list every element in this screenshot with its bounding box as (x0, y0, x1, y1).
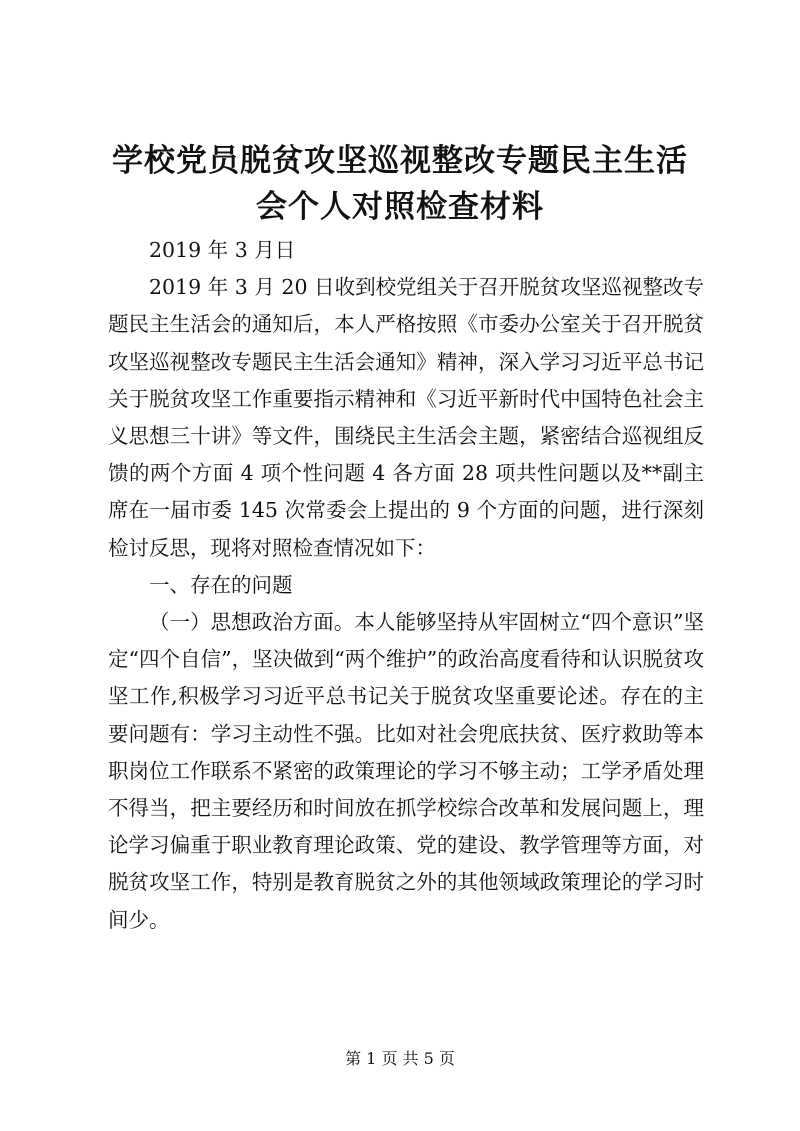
section-heading: 一、存在的问题 (149, 572, 293, 597)
page-footer: 第 1 页 共 5 页 (345, 1049, 455, 1068)
document-title: 学校党员脱贫攻坚巡视整改专题民主生活会个人对照检查材料 (112, 143, 688, 225)
date-line: 2019 年 3 月日 (149, 238, 296, 262)
document-body (108, 232, 704, 939)
intro-paragraph: 2019 年 3 月 20 日收到校党组关于召开脱贫攻坚巡视整改专题民主生活会的通知后，本人严格按照《市委办公室关于召开脱贫攻坚巡视整改专题民主生活会通知》精神，深入学习习近平总书记关于脱贫攻坚工作重要指示精神和《习近平新时代中国特色社会主义思想三十讲》等文件，围绕民主生活会主题，紧密结合巡视组反馈的两个方面 4 项个性问题 4 各方面 28 项共性问题以及**副主席在一届市委 145 次常委会上提出的 9 个方面的问题，进行深刻检讨反思，现将对照检查情况如下： (108, 275, 704, 560)
section-paragraph: （一）思想政治方面。本人能够坚持从牢固树立“四个意识”坚定“四个自信”，坚决做到“两个维护”的政治高度看待和认识脱贫攻坚工作,积极学习习近平总书记关于脱贫攻坚重要论述。存在的主要问题有：学习主动性不强。比如对社会兜底扶贫、医疗救助等本职岗位工作联系不紧密的政策理论的学习不够主动；工学矛盾处理不得当，把主要经历和时间放在抓学校综合改革和发展问题上，理论学习偏重于职业教育理论政策、党的建设、教学管理等方面，对脱贫攻坚工作，特别是教育脱贫之外的其他领域政策理论的学习时间少。 (108, 610, 704, 932)
